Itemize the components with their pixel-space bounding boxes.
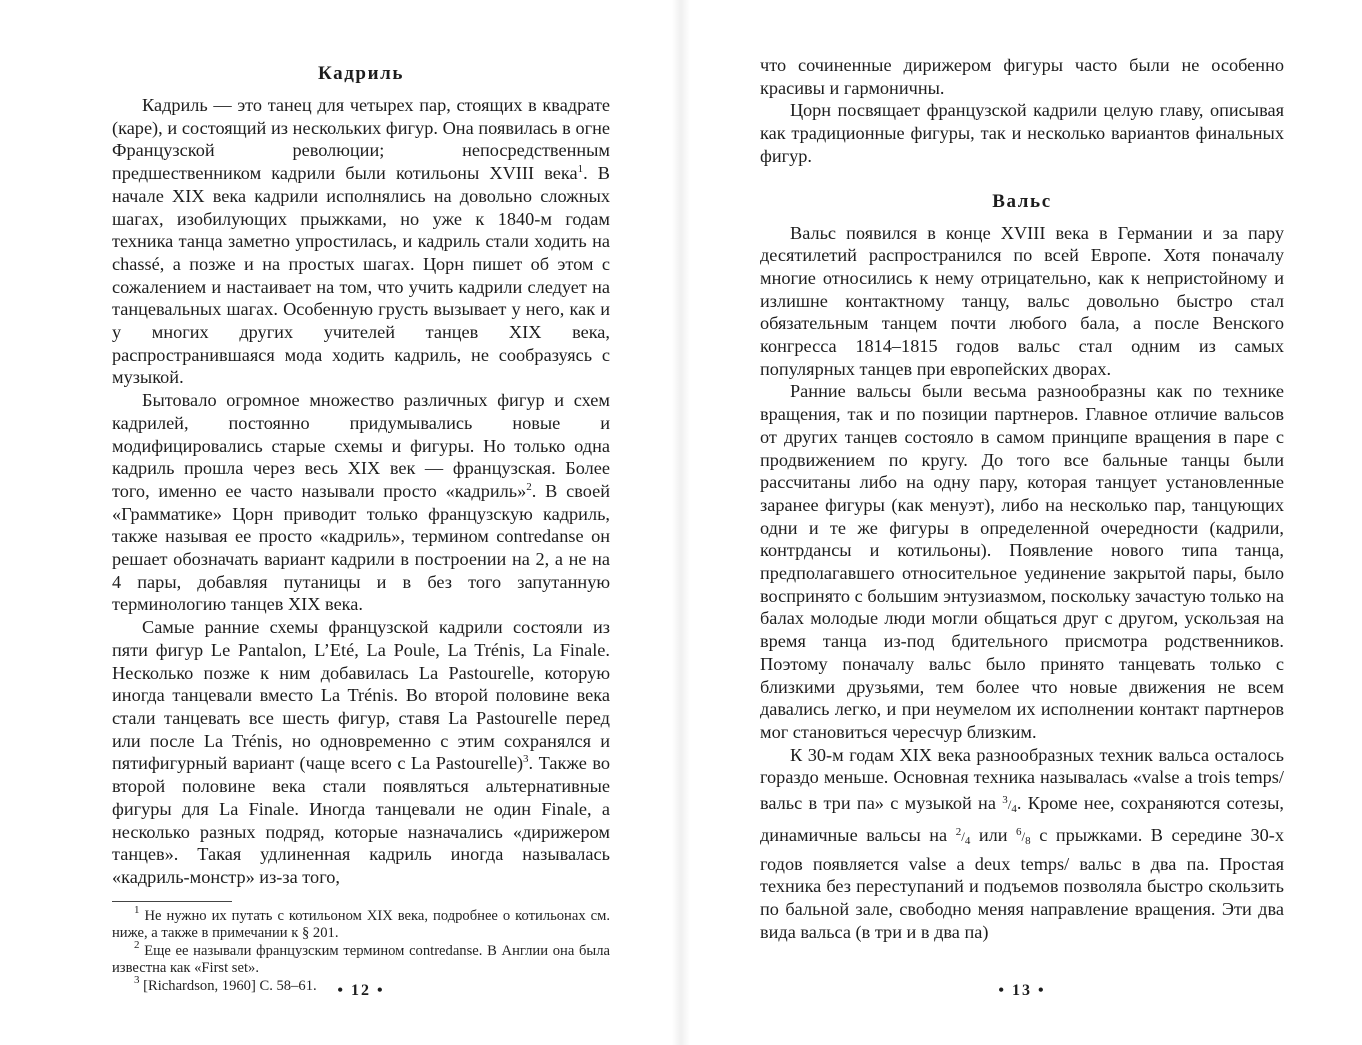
footnote-1: [112, 903, 610, 943]
text: . В своей «Грамматике» Цорн приводит только французскую кадриль, также называя ее просто «кадриль», термином contredanse он решает обозначать вариант кадрили в построении на 2, а не на 4 пары, добавляя путаницы и в без того запутанную терминологию танцев XIX века.: [112, 480, 610, 615]
denominator: 4: [964, 834, 971, 847]
text: с прыжками. В середине 30-х годов появляется valse a deux temps/ вальс в два па. Простая техника без переступаний и подъемов позволяла быстро скользить по бальной зале, свободно меняя направление вращения. Эти два вида вальса (в три и в два па): [760, 824, 1284, 942]
numerator: 6: [1016, 825, 1022, 838]
denominator: 8: [1025, 834, 1031, 847]
denominator: 4: [1011, 803, 1017, 816]
footnote-ref-2: 2: [526, 480, 532, 493]
text: Бытовало огромное множество различных фигур и схем кадрилей, постоянно придумывались новые и модифицировались старые схемы и фигуры. Но только одна кадриль прошла через весь XIX век — французская. Более того, именно ее часто называли просто «кадриль»: [112, 390, 610, 501]
right-paragraph-0: что сочиненные дирижером фигуры часто были не особенно красивы и гармоничны.: [760, 55, 1284, 98]
text: . Также во второй половине века стали появляться альтернативные фигуры для La Finale. Иногда танцевали не один Finale, а несколько разных подряд, которые назначались «дирижером танцев». Такая удлиненная кадриль иногда называлась «кадриль-монстр» из-за того,: [112, 753, 610, 887]
text: . В начале XIX века кадрили исполнялись на довольно сложных шагах, изобилующих прыжками, но уже к 1840-м годам техника танца заметно упростилась, и кадриль стали ходить на chassé, а позже и на простых шагах. Цорн пишет об этом с сожалением и настаивает на том, что учить кадрили следует на танцевальных шагах. Особенную грусть вызывает у него, как и у многих других учителей танцев XIX века, распространившаяся мода ходить кадриль, не сообразуясь с музыкой.: [112, 163, 610, 388]
right-page: [760, 0, 1284, 1045]
footnote-ref-1: 1: [577, 163, 584, 176]
left-paragraph-1: [112, 94, 610, 389]
text: Самые ранние схемы французской кадрили состояли из пяти фигур Le Pantalon, L’Eté, La Poule, La Trénis, La Finale. Несколько позже к ним добавилась La Pastourelle, которую иногда танцевали вместо La Trénis. Во второй половине века стали танцевать все шесть фигур, ставя La Pastourelle перед или после La Trénis, но одновременно с этим сохранялся и пятифигурный вариант (чаще всего с La Pastourelle): [112, 617, 610, 774]
numerator: 3: [1002, 794, 1008, 807]
left-paragraph-3: [112, 616, 610, 888]
right-paragraph-2: Вальс появился в конце XVIII века в Германии и за пару десятилетий распространился по всей Европе. Хотя поначалу многие относились к нему отрицательно, как к непристойному и излишне контактному танцу, вальс довольно быстро стал обязательным танцем почти любого бала, а после Венского конгресса 1814–1815 годов вальс стал одним из самых популярных танцев при европейских дворах.: [760, 222, 1284, 379]
left-paragraph-2: [112, 389, 610, 616]
left-page: [112, 0, 610, 1045]
section-heading-waltz: Вальс: [992, 190, 1052, 212]
footnote-2: [112, 938, 610, 978]
text: . Кроме нее, сохраняются сотезы, динамичные вальсы на: [760, 793, 1285, 845]
footnote-separator: [112, 901, 232, 902]
footnote-ref-3: 3: [523, 753, 529, 766]
right-paragraph-1: Цорн посвящает французской кадрили целую главу, описывая как традиционные фигуры, так и несколько вариантов финальных фигур.: [760, 100, 1284, 166]
page-number-12: • 12 •: [337, 982, 385, 999]
section-heading-quadrille: Кадриль: [317, 63, 405, 84]
right-paragraph-4: [760, 744, 1284, 944]
footnote-mark: 1: [134, 903, 140, 916]
footnote-mark: 2: [134, 938, 140, 951]
footnote-mark: 3: [134, 973, 140, 986]
footnote-text: [Richardson, 1960] С. 58–61.: [143, 977, 317, 994]
fraction-6-8: $^6/_8$: [1016, 825, 1031, 847]
text: К 30-м годам XIX века разнообразных техник вальса осталось гораздо меньше. Основная техника называлась «valse a trois temps/вальс в три па» с музыкой на: [760, 744, 1284, 814]
text: или: [970, 824, 1017, 845]
page-number-13: • 13 •: [998, 982, 1046, 999]
footnote-text: Еще ее называли французским термином contredanse. В Англии она была известна как «First set».: [112, 942, 610, 977]
right-paragraph-3: Ранние вальсы были весьма разнообразны как по технике вращения, так и по позиции партнеров. Главное отличие вальсов от других танцев состояло в самом принципе вращения в паре с продвижением по кругу. До того все бальные танцы были рассчитаны либо на одну пару, которая танцует установленные заранее фигуры (как менуэт), либо на несколько пар, танцующих одни и те же фигуры в определенной очередности (кадрили, контрдансы и котильоны). Появление нового типа танца, предполагавшего относительное уединение закрытой пары, было воспринято с большим энтузиазмом, поскольку зачастую только на балах молодые люди могли общаться друг с другом, ускользая на время танца из-под бдительного присмотра родственников. Поэтому поначалу вальс было принято танцевать только с близкими друзьями, тем более что новые движения не всем давались легко, и при неумелом их исполнении контакт партнеров мог становиться чересчур близким.: [760, 381, 1284, 742]
book-gutter: [672, 0, 690, 1045]
numerator: 2: [955, 825, 962, 838]
fraction-3-4: $^3/_4$: [1002, 794, 1017, 816]
fraction-2-4: $^2/_4$: [955, 825, 971, 847]
text: Кадриль — это танец для четырех пар, стоящих в квадрате (каре), и состоящий из нескольких фигур. Она появилась в огне Французской революции; непосредственным предшественником кадрили были котильоны XVIII века: [112, 95, 610, 184]
footnote-text: Не нужно их путать с котильоном XIX века, подробнее о котильонах см. ниже, а также в примечании к § 201.: [112, 907, 610, 942]
